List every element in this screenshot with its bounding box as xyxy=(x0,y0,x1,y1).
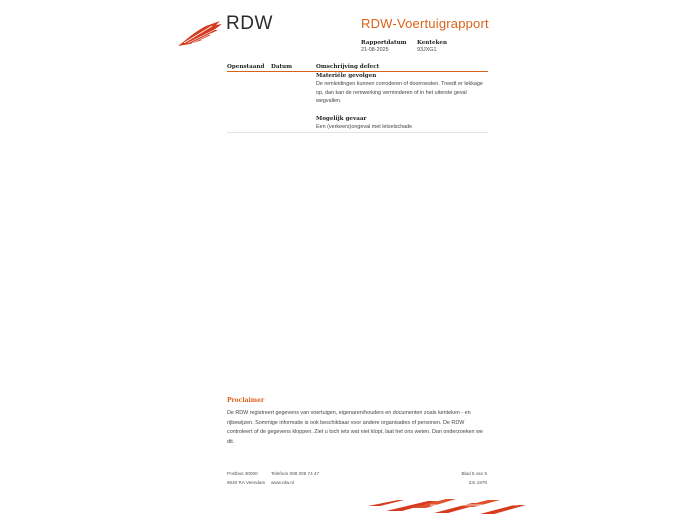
disclaimer-text: De RDW registreert gegevens van voertuigen, eigenaren/houders en documenten zoals kenteken - en rijbewijzen. Sommige informatie is ook beschikbaar voor andere organisaties of personen. De RDW controleert of de gegevens kloppen. Ziet u toch iets wat niet klopt, laat het ons weten. Dan onderzoeken we dit. xyxy=(227,410,483,445)
footer-page-number: Blad 5 van 5 xyxy=(461,471,487,476)
rdw-logo-icon xyxy=(176,18,222,48)
footer-phone: Telefoon 088 008 74 47 xyxy=(271,471,320,476)
footer-code: 3.E.1878 xyxy=(468,480,487,485)
report-title: RDW-Voertuigrapport xyxy=(361,16,489,31)
table-header-divider xyxy=(227,71,488,72)
possible-danger-text: Een (verkeers)ongeval met letselschade xyxy=(316,124,413,130)
table-row-divider xyxy=(227,132,488,133)
column-header-open: Openstaand xyxy=(227,64,265,70)
disclaimer-title: Proclaimer xyxy=(227,397,265,404)
brand-name: RDW xyxy=(226,13,273,34)
report-date-value: 21-08-2025 xyxy=(361,47,389,53)
plate-value: 93JXG1 xyxy=(417,47,437,53)
footer-postcode: 9640 RA Veendam xyxy=(227,480,266,485)
material-consequences-text: De remleidingen kunnen corroderen of doorroesten. Treedt er lekkage op, dan kan de remwerking verminderen of in het uiterste geval wegvallen. xyxy=(316,81,483,104)
decorative-stripes-icon xyxy=(368,497,526,514)
material-consequences-title: Materiële gevolgen xyxy=(316,73,377,79)
footer-website[interactable]: www.rdw.nl xyxy=(271,480,294,485)
plate-label: Kenteken xyxy=(417,40,448,46)
footer-postbus: Postbus 30000 xyxy=(227,471,258,476)
column-header-description: Omschrijving defect xyxy=(316,64,380,70)
column-header-date: Datum xyxy=(271,64,293,70)
possible-danger-title: Mogelijk gevaar xyxy=(316,116,367,122)
report-date-label: Rapportdatum xyxy=(361,40,407,46)
